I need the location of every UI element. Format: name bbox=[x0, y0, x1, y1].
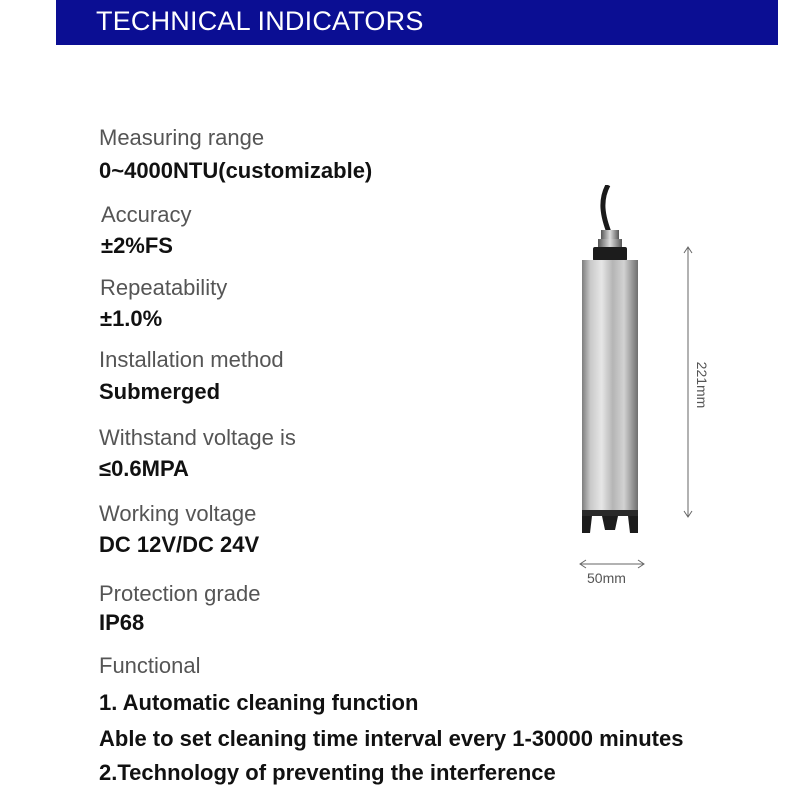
sensor-prong-2 bbox=[602, 516, 618, 530]
sensor-body bbox=[582, 260, 638, 510]
spec-label-installation-method: Installation method bbox=[99, 347, 284, 372]
cable-gland-body bbox=[598, 239, 622, 248]
height-dimension-label: 221mm bbox=[694, 361, 710, 409]
spec-label-working-voltage: Working voltage bbox=[99, 501, 257, 526]
spec-value-measuring-range: 0~4000NTU(customizable) bbox=[99, 158, 373, 183]
functional-line-2: Able to set cleaning time interval every 1-30000 minutes bbox=[99, 726, 684, 751]
spec-label-repeatability: Repeatability bbox=[100, 275, 228, 300]
spec-label-protection-grade: Protection grade bbox=[99, 581, 261, 606]
page-title: TECHNICAL INDICATORS bbox=[96, 6, 424, 36]
width-dimension-label: 50mm bbox=[587, 570, 626, 586]
sensor-prong-3 bbox=[628, 516, 638, 533]
functional-line-3: 2.Technology of preventing the interference bbox=[99, 760, 556, 785]
sensor-bottom-ring bbox=[582, 510, 638, 516]
spec-value-working-voltage: DC 12V/DC 24V bbox=[99, 532, 260, 557]
cable-gland-nut bbox=[601, 230, 619, 240]
functional-label: Functional bbox=[99, 653, 201, 678]
turbidity-sensor-image bbox=[560, 185, 710, 545]
sensor-cap bbox=[593, 247, 627, 261]
header-bar bbox=[56, 0, 778, 45]
spec-value-installation-method: Submerged bbox=[99, 379, 221, 404]
sensor-prong-1 bbox=[582, 516, 592, 533]
spec-value-protection-grade: IP68 bbox=[99, 610, 145, 635]
cable bbox=[603, 185, 610, 235]
spec-value-accuracy: ±2%FS bbox=[101, 233, 173, 258]
spec-value-repeatability: ±1.0% bbox=[100, 306, 163, 331]
spec-label-measuring-range: Measuring range bbox=[99, 125, 265, 150]
width-dimension-arrow bbox=[578, 559, 646, 569]
spec-label-accuracy: Accuracy bbox=[101, 202, 192, 227]
spec-value-withstand-voltage: ≤0.6MPA bbox=[99, 456, 189, 481]
spec-label-withstand-voltage: Withstand voltage is bbox=[99, 425, 296, 450]
functional-line-1: 1. Automatic cleaning function bbox=[99, 690, 419, 715]
